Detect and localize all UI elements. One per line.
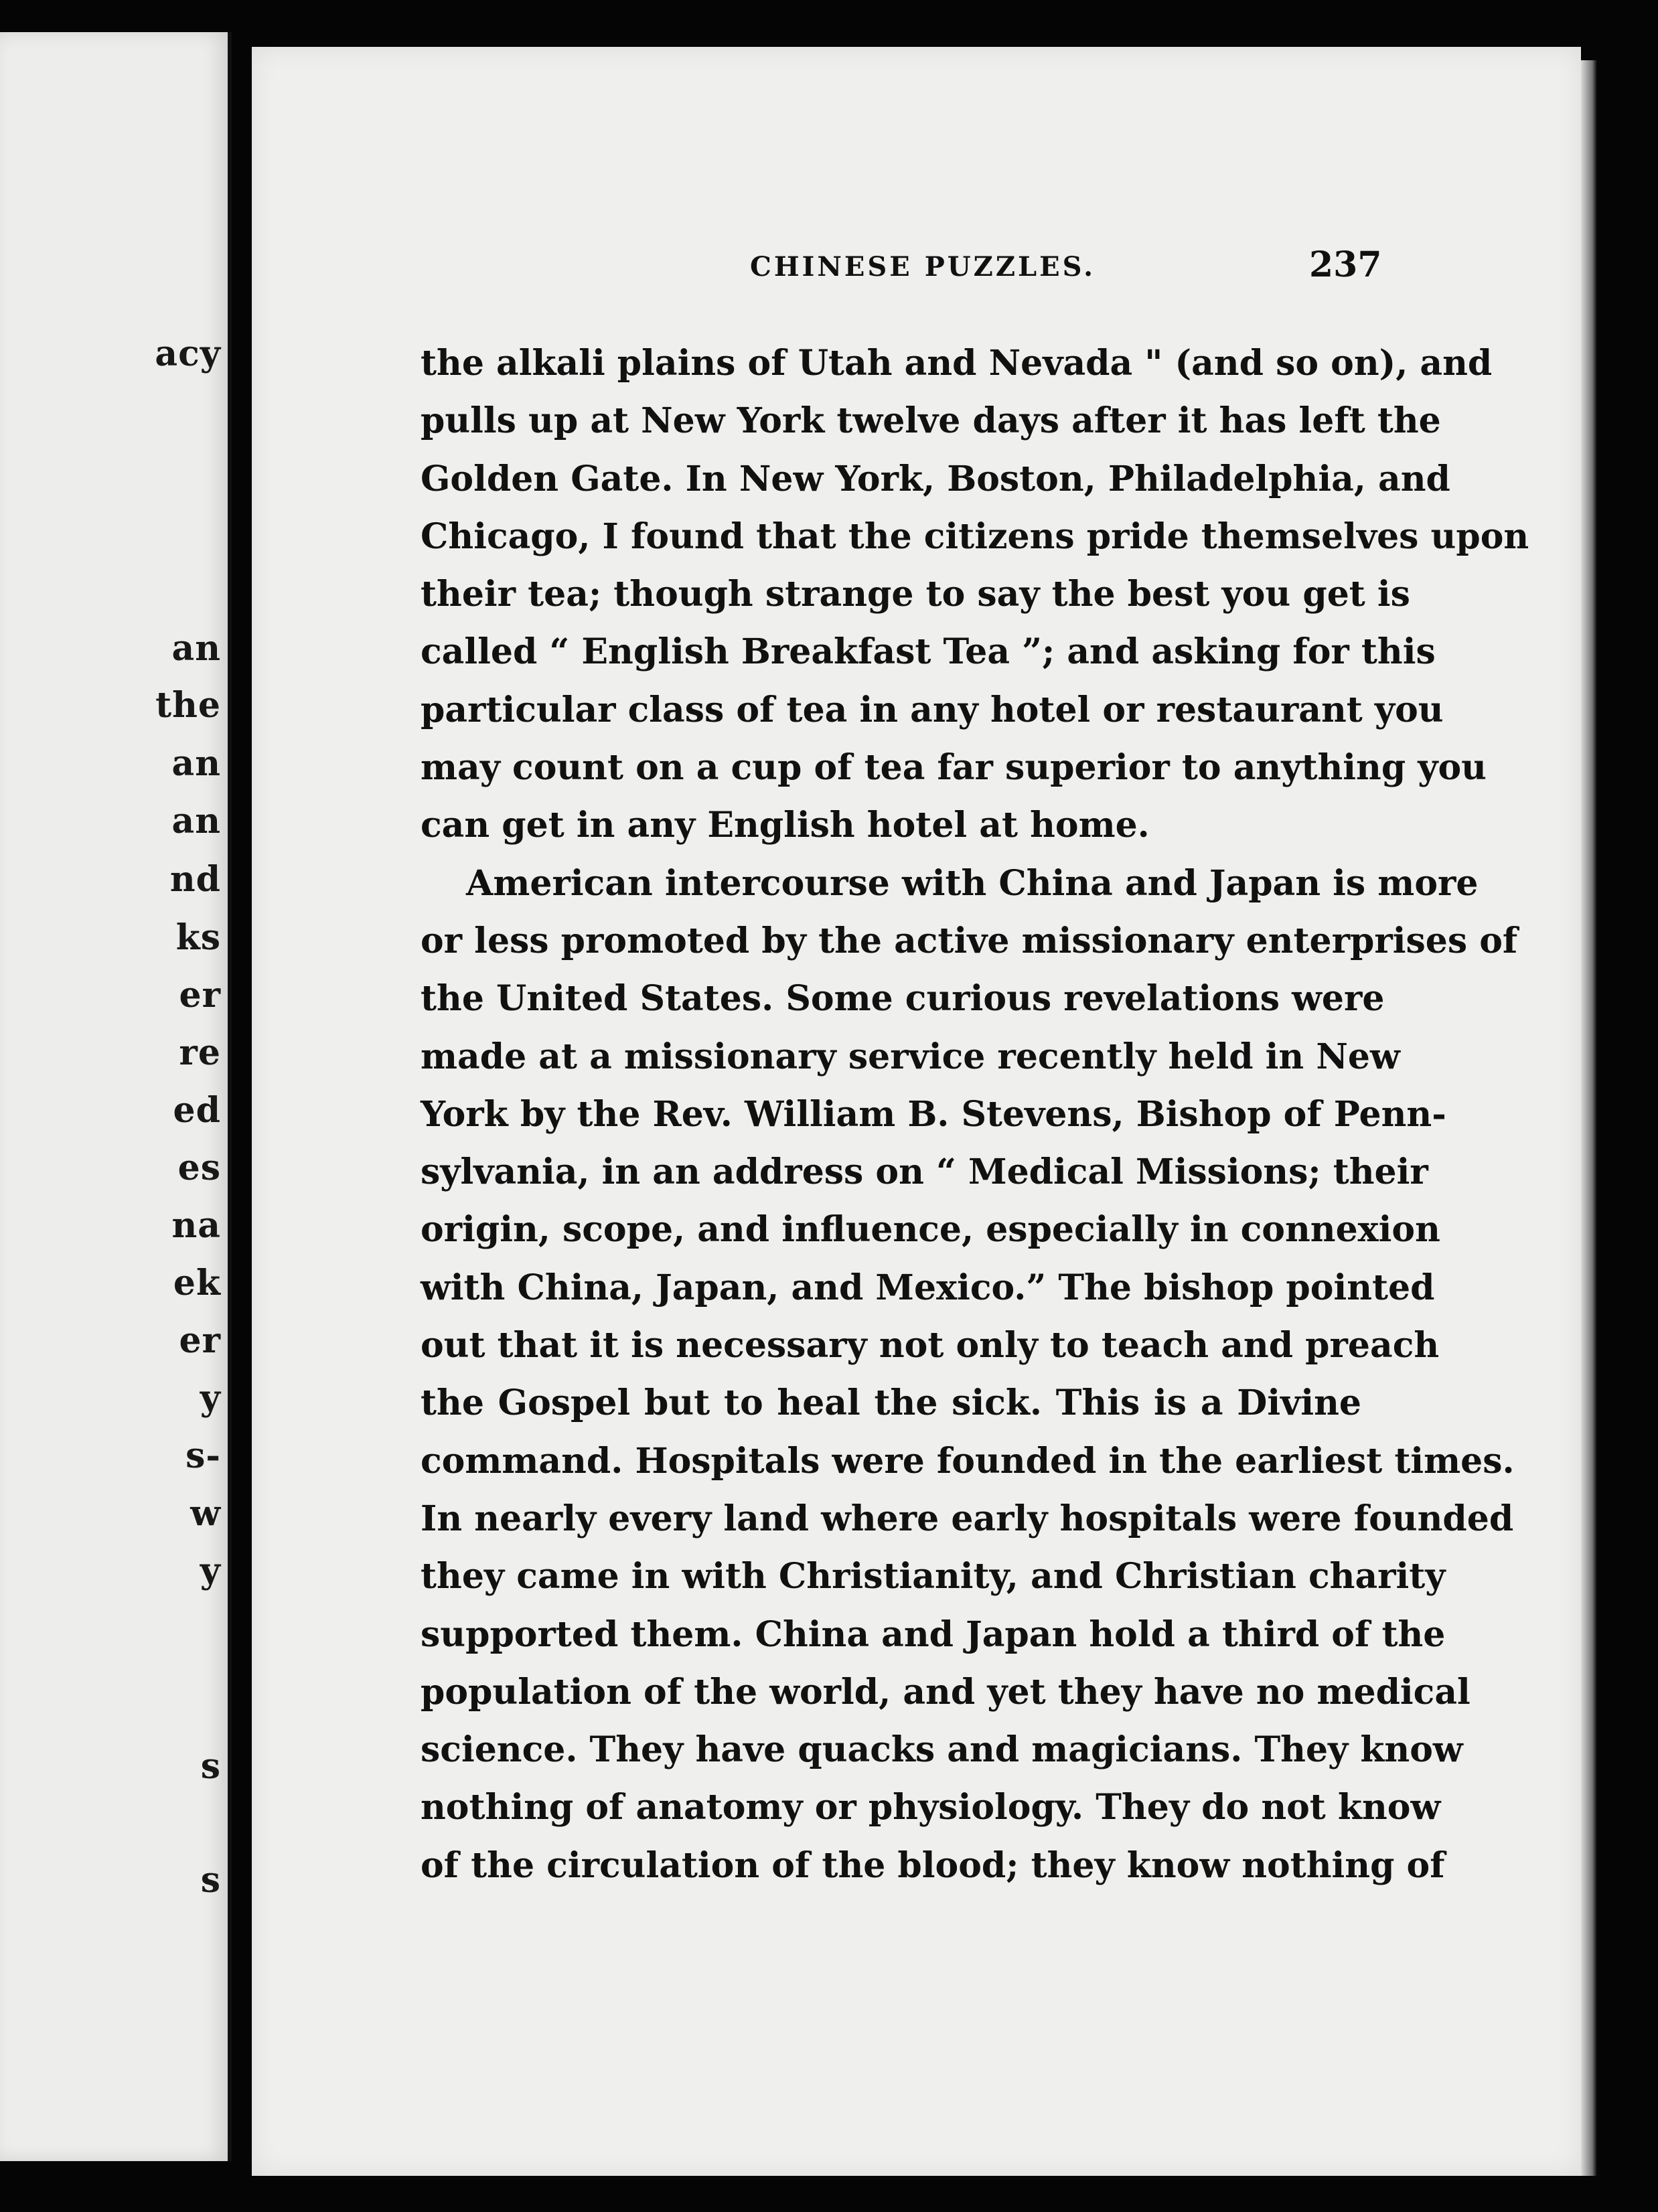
- text-line: Chicago, I found that the citizens pride themselves upon: [421, 516, 1529, 557]
- text-line: out that it is necessary not only to teach and preach: [421, 1325, 1440, 1366]
- text-line: sylvania, in an address on “ Medical Missions; their: [421, 1152, 1428, 1193]
- text-line: their tea; though strange to say the best you get is: [421, 574, 1410, 615]
- text-line: the Gospel but to heal the sick. This is a Divine: [421, 1382, 1361, 1424]
- left-page-fragment: y: [200, 1551, 221, 1591]
- text-line: the alkali plains of Utah and Nevada " (and so on), and: [421, 343, 1493, 384]
- body-text: [421, 335, 1529, 1895]
- text-line: In nearly every land where early hospitals were founded: [421, 1498, 1514, 1539]
- text-line: may count on a cup of tea far superior to anything you: [421, 747, 1487, 789]
- left-page-fragment: an: [171, 743, 221, 784]
- text-line: with China, Japan, and Mexico.” The bishop pointed: [421, 1267, 1435, 1308]
- left-page-fragment: s-: [185, 1435, 221, 1476]
- text-line: origin, scope, and influence, especially in connexion: [421, 1209, 1440, 1251]
- left-page-fragment: re: [179, 1032, 221, 1073]
- left-page-fragment: w: [190, 1493, 221, 1534]
- text-line: York by the Rev. William B. Stevens, Bishop of Penn-: [421, 1093, 1446, 1135]
- text-line: Golden Gate. In New York, Boston, Philadelphia, and: [421, 458, 1450, 499]
- text-line: particular class of tea in any hotel or restaurant you: [421, 689, 1444, 730]
- text-line: population of the world, and yet they have no medical: [421, 1671, 1471, 1713]
- running-title: CHINESE PUZZLES.: [750, 251, 1096, 283]
- left-page-fragment: s: [200, 1746, 221, 1787]
- left-page-fragment: an: [171, 628, 221, 669]
- left-page-fragment: er: [179, 1320, 221, 1361]
- left-page-fragment: acy: [155, 333, 221, 374]
- text-line: American intercourse with China and Japan is more: [466, 862, 1479, 904]
- page-edge-shadow: [1581, 60, 1597, 2176]
- left-page-fragment: nd: [169, 859, 221, 900]
- left-page-fragment: y: [200, 1378, 221, 1419]
- text-line: science. They have quacks and magicians. They know: [421, 1729, 1463, 1771]
- left-page-edge: [0, 32, 232, 2161]
- left-page-fragment: ks: [175, 917, 221, 958]
- text-line: command. Hospitals were founded in the earliest times.: [421, 1440, 1515, 1482]
- text-line: they came in with Christianity, and Christian charity: [421, 1556, 1446, 1597]
- left-page-fragment: ek: [173, 1263, 221, 1304]
- text-line: can get in any English hotel at home.: [421, 805, 1150, 846]
- left-page-fragment: er: [179, 975, 221, 1016]
- text-line: pulls up at New York twelve days after it has left the: [421, 400, 1441, 442]
- text-line: called “ English Breakfast Tea ”; and asking for this: [421, 631, 1436, 673]
- text-line: the United States. Some curious revelations were: [421, 978, 1385, 1020]
- left-page-fragment: na: [171, 1205, 221, 1246]
- page-number: 237: [1309, 244, 1382, 285]
- text-line: made at a missionary service recently held in New: [421, 1036, 1400, 1077]
- left-page-fragment: the: [155, 685, 221, 726]
- text-line: or less promoted by the active missionary enterprises of: [421, 920, 1518, 961]
- text-line: nothing of anatomy or physiology. They do not know: [421, 1787, 1441, 1828]
- text-line: of the circulation of the blood; they know nothing of: [421, 1844, 1445, 1886]
- left-page-fragment: an: [171, 801, 221, 842]
- left-page-fragment: es: [177, 1148, 221, 1188]
- text-line: supported them. China and Japan hold a third of the: [421, 1613, 1446, 1655]
- left-page-fragment: s: [200, 1860, 221, 1901]
- left-page-fragment: ed: [173, 1090, 221, 1131]
